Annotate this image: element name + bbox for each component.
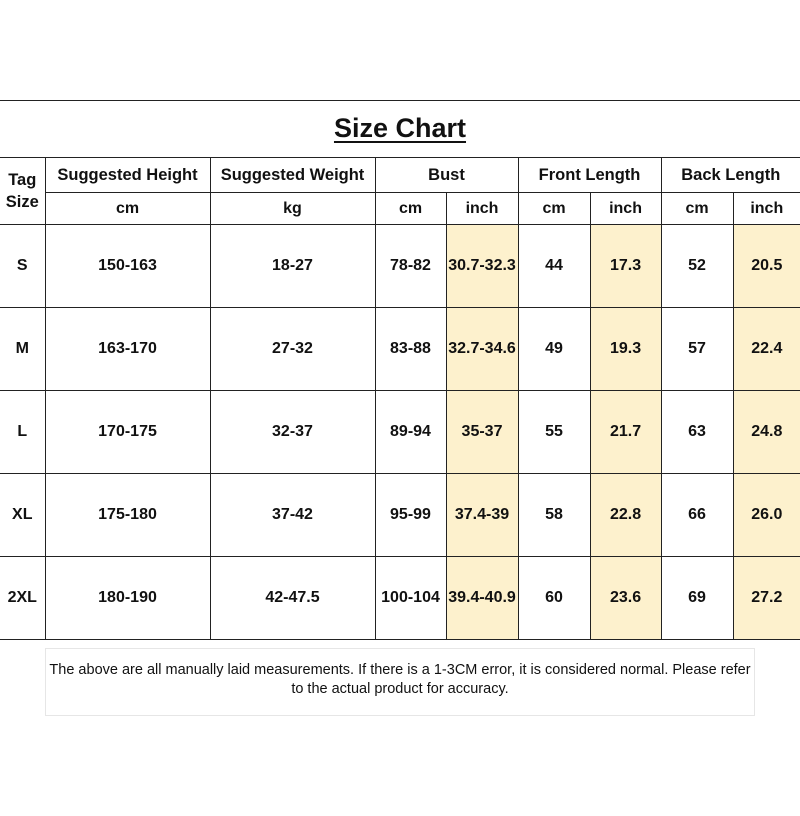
size-cell: S <box>0 225 45 308</box>
bust-inch-cell: 32.7-34.6 <box>446 308 518 391</box>
back-cm-cell: 52 <box>661 225 733 308</box>
size-cell: M <box>0 308 45 391</box>
height-cell: 150-163 <box>45 225 210 308</box>
back-cm-cell: 69 <box>661 557 733 640</box>
back-inch-cell: 20.5 <box>733 225 800 308</box>
weight-cell: 42-47.5 <box>210 557 375 640</box>
back-cm-cell: 63 <box>661 391 733 474</box>
table-row <box>0 225 800 308</box>
title-row <box>0 100 800 157</box>
weight-unit: kg <box>210 193 375 225</box>
height-cell: 163-170 <box>45 308 210 391</box>
bust-cm-cell: 83-88 <box>375 308 446 391</box>
height-cell: 180-190 <box>45 557 210 640</box>
front-cm-cell: 55 <box>518 391 590 474</box>
header-row <box>0 158 800 193</box>
tag-size-header-line2: Size <box>5 193 39 211</box>
height-unit: cm <box>45 193 210 225</box>
back-length-header: Back Length <box>661 158 800 193</box>
weight-cell: 18-27 <box>210 225 375 308</box>
weight-cell: 37-42 <box>210 474 375 557</box>
front-inch-cell: 22.8 <box>590 474 661 557</box>
page-title: Size Chart <box>333 113 467 143</box>
size-rows <box>0 225 800 640</box>
front-length-header: Front Length <box>518 158 661 193</box>
weight-cell: 27-32 <box>210 308 375 391</box>
size-cell: XL <box>0 474 45 557</box>
bust-inch-cell: 35-37 <box>446 391 518 474</box>
bust-cm-cell: 95-99 <box>375 474 446 557</box>
bust-header: Bust <box>375 158 518 193</box>
size-chart-sheet <box>0 100 800 640</box>
table-row <box>0 557 800 640</box>
front-cm-cell: 60 <box>518 557 590 640</box>
size-cell: 2XL <box>0 557 45 640</box>
note-line-1: The above are all manually laid measurements. If there is a 1-3CM error, it is considered normal. Please refer <box>49 662 751 678</box>
back-inch-cell: 27.2 <box>733 557 800 640</box>
bust-inch-cell: 37.4-39 <box>446 474 518 557</box>
table-row <box>0 474 800 557</box>
back-cm-cell: 57 <box>661 308 733 391</box>
bust-cm-cell: 78-82 <box>375 225 446 308</box>
back-inch-cell: 22.4 <box>733 308 800 391</box>
table-row <box>0 308 800 391</box>
bust-cm-cell: 89-94 <box>375 391 446 474</box>
bust-cm-unit: cm <box>375 193 446 225</box>
front-inch-cell: 17.3 <box>590 225 661 308</box>
tag-size-header <box>0 158 45 225</box>
front-inch-cell: 19.3 <box>590 308 661 391</box>
bust-inch-cell: 30.7-32.3 <box>446 225 518 308</box>
back-inch-cell: 24.8 <box>733 391 800 474</box>
front-cm-cell: 44 <box>518 225 590 308</box>
front-inch-cell: 23.6 <box>590 557 661 640</box>
height-header: Suggested Height <box>45 158 210 193</box>
note-line-2: to the actual product for accuracy. <box>291 681 509 697</box>
back-cm-unit: cm <box>661 193 733 225</box>
front-inch-cell: 21.7 <box>590 391 661 474</box>
size-table <box>0 157 800 640</box>
weight-cell: 32-37 <box>210 391 375 474</box>
unit-row <box>0 193 800 225</box>
bust-inch-unit: inch <box>446 193 518 225</box>
measurement-note <box>45 648 755 716</box>
front-inch-unit: inch <box>590 193 661 225</box>
height-cell: 170-175 <box>45 391 210 474</box>
tag-size-header-line1: Tag <box>8 171 37 189</box>
back-cm-cell: 66 <box>661 474 733 557</box>
back-inch-unit: inch <box>733 193 800 225</box>
back-inch-cell: 26.0 <box>733 474 800 557</box>
front-cm-cell: 58 <box>518 474 590 557</box>
height-cell: 175-180 <box>45 474 210 557</box>
weight-header: Suggested Weight <box>210 158 375 193</box>
size-cell: L <box>0 391 45 474</box>
front-cm-cell: 49 <box>518 308 590 391</box>
bust-inch-cell: 39.4-40.9 <box>446 557 518 640</box>
front-cm-unit: cm <box>518 193 590 225</box>
bust-cm-cell: 100-104 <box>375 557 446 640</box>
table-row <box>0 391 800 474</box>
